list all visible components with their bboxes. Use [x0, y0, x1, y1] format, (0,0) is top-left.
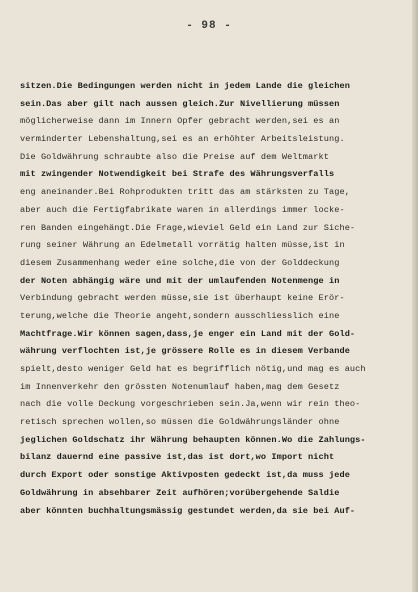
text-line: retisch sprechen wollen,so müssen die Goldwährungsländer ohne — [20, 417, 340, 428]
text-line: möglicherweise dann im Innern Opfer gebracht werden,sei es an — [20, 116, 340, 127]
text-line: der Noten abhängig wäre und mit der umlaufenden Notenmenge in — [20, 275, 340, 286]
text-line: Verbindung gebracht werden müsse,sie ist überhaupt keine Erör- — [20, 293, 345, 304]
text-line: nach die volle Deckung vorgeschrieben sein.Ja,wenn wir rein theo- — [20, 399, 361, 410]
text-line: sein.Das aber gilt nach aussen gleich.Zur Nivellierung müssen — [20, 98, 340, 109]
text-line: terung,welche die Theorie angeht,sondern ausschliesslich eine — [20, 310, 340, 321]
text-line: aber könnten buchhaltungsmässig gestundet werden,da sie bei Auf- — [20, 505, 356, 516]
typewritten-text-body — [20, 78, 410, 520]
text-line: aber auch die Fertigfabrikate waren in allerdings immer locke- — [20, 204, 345, 215]
text-line: verminderter Lebenshaltung,sei es an erhöhter Arbeitsleistung. — [20, 134, 345, 145]
text-line: mit zwingender Notwendigkeit bei Strafe des Währungsverfalls — [20, 169, 335, 180]
text-line: rung seiner Währung an Edelmetall vorrätig halten müsse,ist in — [20, 240, 345, 251]
text-line: währung verflochten ist,je grössere Rolle es in diesem Verbande — [20, 346, 350, 357]
text-line: sitzen.Die Bedingungen werden nicht in jedem Lande die gleichen — [20, 81, 350, 91]
text-line: ren Banden eingehängt.Die Frage,wieviel Geld ein Land zur Siche- — [20, 222, 356, 233]
text-line: bilanz dauernd eine passive ist,das ist dort,wo Import nicht — [20, 452, 335, 463]
text-line: Die Goldwährung schraubte also die Preise auf dem Weltmarkt — [20, 151, 329, 162]
text-line: spielt,desto weniger Geld hat es begrifflich nötig,und mag es auch — [20, 364, 366, 374]
text-line: eng aneinander.Bei Rohprodukten tritt das am stärksten zu Tage, — [20, 187, 350, 198]
text-line: Goldwährung in absehbarer Zeit aufhören;vorübergehende Saldie — [20, 487, 340, 498]
text-line: diesem Zusammenhang weder eine solche,die von der Golddeckung — [20, 257, 340, 268]
page-number: - 98 - — [186, 20, 232, 32]
text-line: im Innenverkehr den grössten Notenumlauf haben,mag dem Gesetz — [20, 381, 340, 392]
text-line: durch Export oder sonstige Aktivposten gedeckt ist,da muss jede — [20, 470, 350, 481]
page-edge-shadow — [412, 0, 418, 592]
text-line: Machtfrage.Wir können sagen,dass,je enger ein Land mit der Gold- — [20, 328, 356, 339]
text-line: jeglichen Goldschatz ihr Währung behaupten können.Wo die Zahlungs- — [20, 434, 366, 445]
